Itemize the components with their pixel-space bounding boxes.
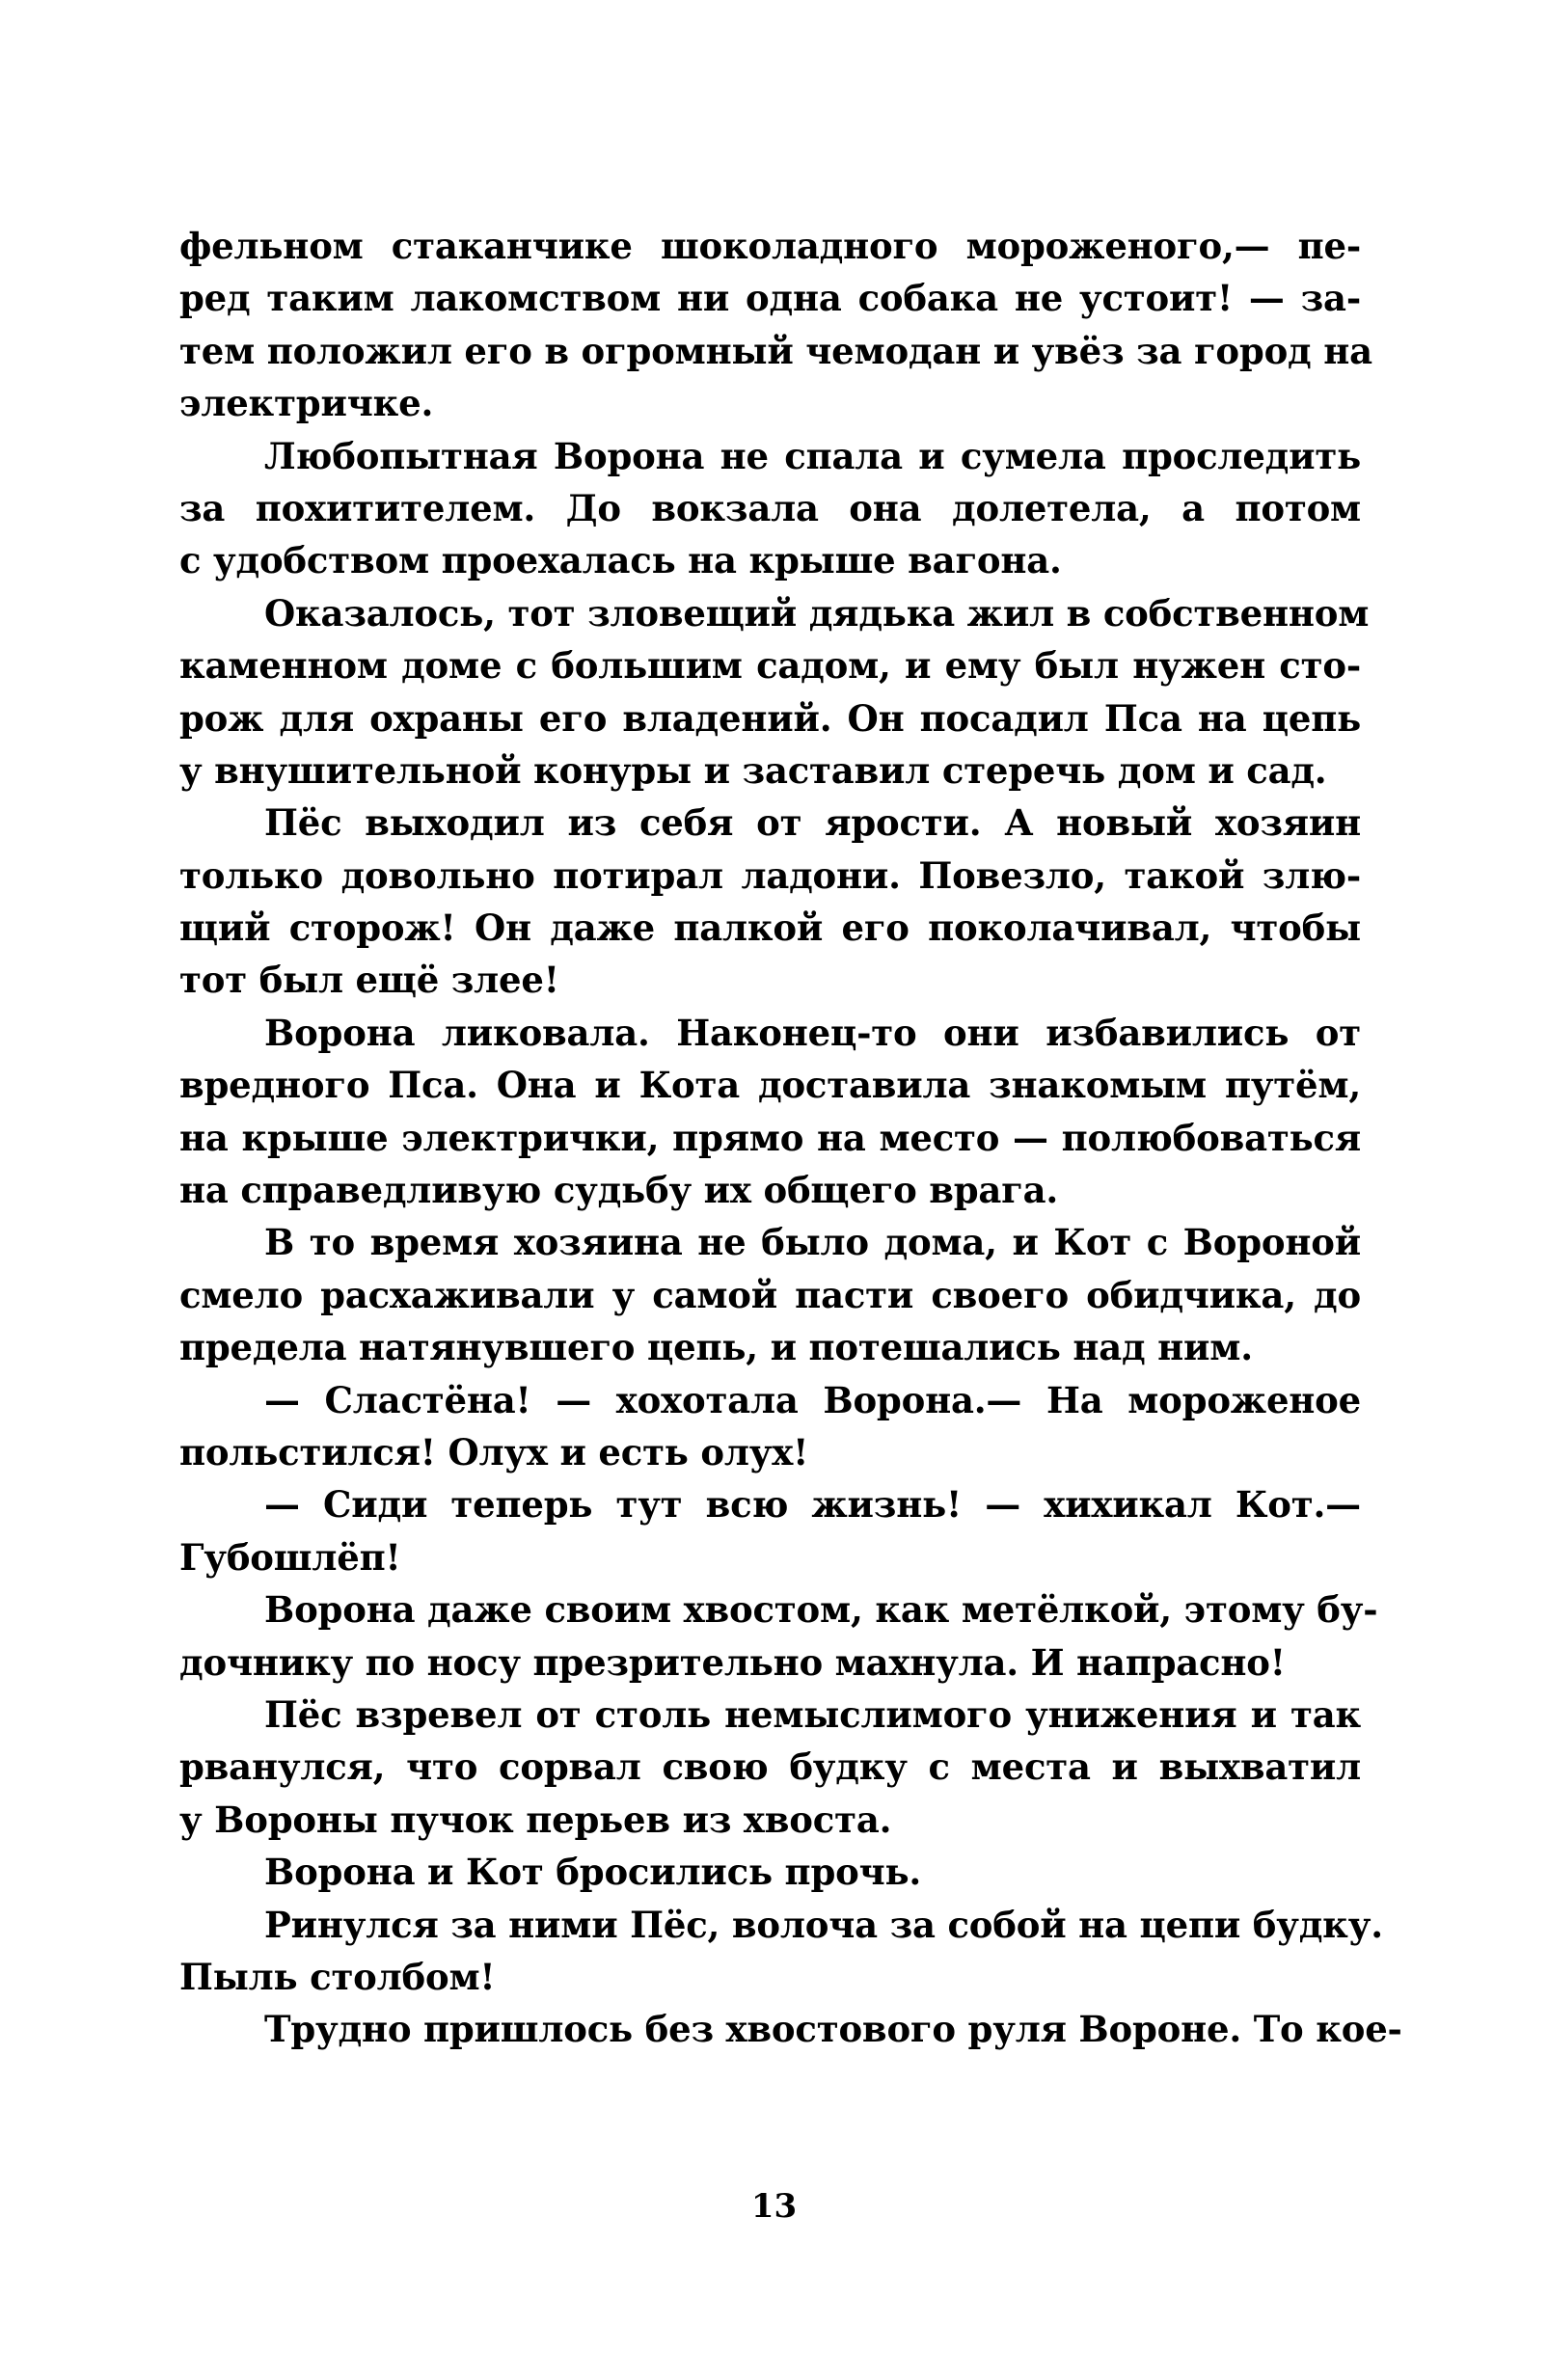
text-line: ред таким лакомством ни одна собака не устоит! — за-	[179, 277, 1361, 320]
text-line: предела натянувшего цепь, и потешались над ним.	[179, 1326, 1253, 1369]
text-line: — Сластёна! — хохотала Ворона.— На мороженое	[264, 1378, 1361, 1421]
text-line: у внушительной конуры и заставил стеречь дом и сад.	[179, 748, 1327, 792]
text-line: тем положил его в огромный чемодан и увёз за город на	[179, 329, 1372, 372]
text-line: щий сторож! Он даже палкой его поколачивал, чтобы	[179, 906, 1361, 950]
text-line: каменном доме с большим садом, и ему был нужен сто-	[179, 644, 1361, 688]
text-line: Ринулся за ними Пёс, волоча за собой на цепи будку.	[264, 1903, 1383, 1946]
text-line: смело расхаживали у самой пасти своего обидчика, до	[179, 1273, 1361, 1316]
text-line: Губошлёп!	[179, 1535, 401, 1579]
page-number: 13	[750, 2187, 798, 2226]
text-line: электричке.	[179, 382, 434, 425]
text-line: Ворона ликовала. Наконец-то они избавились от	[264, 1011, 1361, 1054]
text-line: — Сиди теперь тут всю жизнь! — хихикал Кот.—	[264, 1483, 1361, 1527]
text-line: на справедливую судьбу их общего врага.	[179, 1169, 1059, 1212]
text-line: Ворона даже своим хвостом, как метёлкой, этому бу-	[264, 1588, 1378, 1632]
text-line: рож для охраны его владений. Он посадил Пса на цепь	[179, 696, 1361, 740]
text-line: фельном стаканчике шоколадного мороженого,— пе-	[179, 225, 1361, 267]
text-line: с удобством проехалась на крыше вагона.	[179, 539, 1062, 582]
text-line: за похитителем. До вокзала она долетела, а потом	[179, 486, 1361, 529]
body-text	[179, 220, 1402, 2056]
text-line: только довольно потирал ладони. Повезло, такой злю-	[179, 853, 1361, 897]
text-line: В то время хозяина не было дома, и Кот с Вороной	[264, 1221, 1361, 1264]
text-line: Пёс взревел от столь немыслимого унижения и так	[264, 1692, 1361, 1736]
text-line: Любопытная Ворона не спала и сумела проследить	[264, 434, 1361, 477]
text-line: на крыше электрички, прямо на место — полюбоваться	[179, 1116, 1361, 1159]
text-line: Оказалось, тот зловещий дядька жил в собственном	[264, 591, 1370, 635]
text-line: польстился! Олух и есть олух!	[179, 1430, 809, 1474]
text-line: Пыль столбом!	[179, 1955, 496, 1998]
text-line: Трудно пришлось без хвостового руля Вороне. То кое-	[264, 2008, 1402, 2051]
text-line: вредного Пса. Она и Кота доставила знакомым путём,	[179, 1064, 1361, 1107]
text-line: Пёс выходил из себя от ярости. А новый хозяин	[264, 801, 1361, 845]
text-line: рванулся, что сорвал свою будку с места и выхватил	[179, 1745, 1361, 1789]
text-line: тот был ещё злее!	[179, 959, 559, 1002]
text-line: дочнику по носу презрительно махнула. И напрасно!	[179, 1640, 1286, 1684]
text-line: у Вороны пучок перьев из хвоста.	[179, 1798, 892, 1841]
text-line: Ворона и Кот бросились прочь.	[264, 1851, 922, 1894]
